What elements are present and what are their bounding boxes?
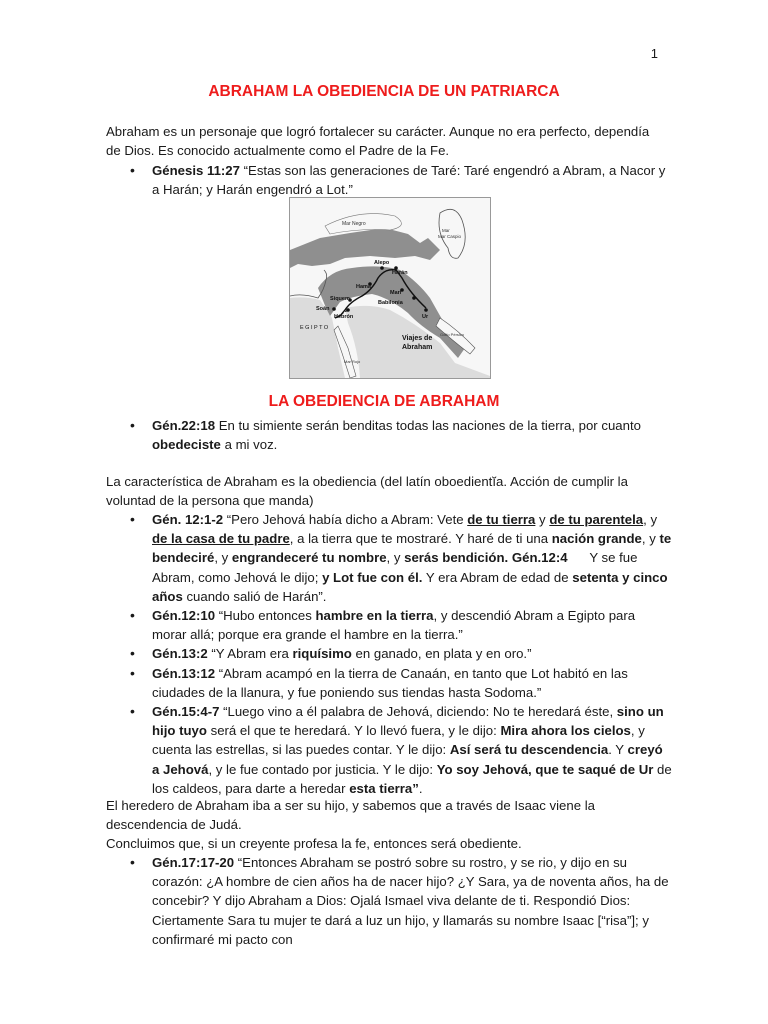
section-subtitle: LA OBEDIENCIA DE ABRAHAM	[268, 393, 500, 410]
verse-emphasis: de la casa de tu padre	[152, 531, 290, 547]
map-label-soan: Soán	[316, 306, 330, 312]
verse-emphasis: te bendeciré	[152, 531, 672, 566]
verse-text: “Luego vino a él palabra de Jehová, diciendo: No te heredará éste,	[219, 704, 617, 720]
verse-emphasis: setenta y cinco años	[152, 569, 668, 604]
verse-emphasis: de tu parentela	[549, 512, 644, 527]
verse-reference: Gén.13:12	[152, 665, 216, 681]
verse-reference: Gén.12:10	[152, 608, 216, 624]
city-dot-babilonia	[412, 296, 416, 300]
map-label-mar-caspio-1: Mar	[442, 228, 450, 233]
verse-emphasis: nación grande	[551, 531, 642, 547]
verse-text: “Hubo entonces	[215, 608, 316, 624]
map-label-mar-rojo: Mar Rojo	[344, 359, 361, 364]
city-dot-alepo	[380, 266, 384, 270]
conclusion-paragraph: Concluimos que, si un creyente profesa la fe, entonces será obediente.	[106, 836, 522, 851]
map-label-mar-negro: Mar Negro	[342, 221, 366, 227]
verse-text: “Entonces Abraham se postró sobre su rostro, y se rio, y dijo en su corazón: ¿A hombre de cien años ha de nacer hijo? ¿Y Sara, ya de noventa años, ha de concebir? Y dijo Abraham a Dios: Ojalá Ismael viva delante de ti. Respondió Dios: Ciertamente Sara tu mujer te dará a luz un hijo, y llamarás su nombre Isaac [“risa”]; y confirmaré mi pacto con	[152, 855, 669, 947]
city-dot-ur	[424, 308, 428, 312]
map-label-babilonia: Babilonia	[378, 300, 403, 306]
verse-emphasis: sino un hijo tuyo	[152, 704, 664, 739]
verse-text: En tu simiente serán benditas todas las naciones de la tierra, por cuanto	[215, 418, 641, 433]
verse-reference: Gén. 12:1-2	[152, 512, 224, 527]
verse-text: a mi voz.	[220, 437, 278, 453]
city-dot-soan	[332, 307, 336, 311]
verse-text: “Estas son las generaciones de Taré: Taré engendró a Abram, a Nacor y a Harán; y Harán engendró a Lot.”	[152, 163, 666, 198]
land-anatolia	[290, 228, 440, 268]
verse-text: . Y	[608, 742, 628, 758]
verse-text: , y	[386, 550, 405, 566]
verse-text: de los caldeos, para darte a heredar	[152, 761, 672, 796]
map-label-golfo-persico: Golfo Pérsico	[440, 332, 465, 337]
verse-reference: Gén.22:18	[152, 418, 216, 433]
map-label-viajes-2: Abraham	[402, 344, 433, 351]
bullet-list-genealogy	[106, 161, 672, 199]
verse-emphasis: engrandeceré tu nombre	[231, 550, 387, 566]
verse-text: “Y Abram era	[207, 646, 293, 662]
list-item	[106, 702, 672, 798]
document-title: ABRAHAM LA OBEDIENCIA DE UN PATRIARCA	[208, 83, 560, 100]
map-abraham-journeys	[289, 197, 491, 379]
verse-emphasis: hambre en la tierra	[315, 608, 434, 624]
page-number: 1	[650, 46, 658, 61]
map-graphic	[290, 198, 490, 378]
map-label-hebron: Hebrón	[334, 314, 354, 320]
verse-text: , y cuenta las estrellas, si las puedes contar. Y le dijo:	[152, 723, 645, 758]
verse-emphasis: Así será tu descendencia	[449, 742, 609, 758]
map-label-mari: Mari	[390, 290, 402, 296]
bullet-list-obedience	[106, 416, 672, 454]
verse-text: será el que te heredará. Y lo llevó fuera, y le dijo:	[206, 723, 501, 739]
city-dot-hebron	[346, 308, 350, 312]
verse-text: , y le fue contado por justicia. Y le dijo:	[208, 761, 437, 777]
verse-reference: Gén.17:17-20	[152, 855, 235, 870]
verse-reference: Gén.15:4-7	[152, 704, 220, 720]
verse-text: “Abram acampó en la tierra de Canaán, en tanto que Lot habitó en las ciudades de la llanura, y fue poniendo sus tiendas hasta Sodoma.”	[152, 665, 628, 700]
list-item	[106, 161, 672, 199]
verse-emphasis: serás bendición. Gén.12:4	[404, 550, 568, 566]
verse-text: en ganado, en plata y en oro.”	[351, 646, 532, 662]
list-item	[106, 853, 672, 949]
verse-text: , a la tierra que te mostraré. Y haré de ti una	[289, 531, 552, 547]
verse-reference: Gén.13:2	[152, 646, 208, 662]
map-label-hama: Hama	[356, 284, 371, 290]
list-item	[106, 510, 672, 606]
bullet-list-isaac	[106, 853, 672, 949]
verse-text: , y descendió Abram a Egipto para morar allá; porque era grande el hambre en la tierra.”	[152, 608, 636, 643]
verse-emphasis: de tu tierra	[467, 512, 536, 527]
verse-text: Y era Abram de edad de	[422, 569, 573, 585]
verse-reference: Génesis 11:27	[152, 163, 240, 178]
list-item	[106, 644, 672, 663]
verse-emphasis: Yo soy Jehová, que te saqué de Ur	[436, 761, 654, 777]
verse-text: y	[535, 512, 550, 527]
map-label-ur: Ur	[422, 314, 429, 320]
verse-emphasis: riquísimo	[292, 646, 352, 662]
bullet-list-verses	[106, 510, 672, 798]
list-item	[106, 664, 672, 702]
verse-text: .	[418, 780, 423, 796]
heir-paragraph: El heredero de Abraham iba a ser su hijo, y sabemos que a través de Isaac viene la descendencia de Judá.	[106, 798, 595, 833]
obedience-definition: La característica de Abraham es la obediencia (del latín oboedientĭa. Acción de cumplir la voluntad de la persona que manda)	[106, 474, 628, 509]
verse-text: “Pero Jehová había dicho a Abram: Vete	[223, 512, 468, 527]
intro-paragraph: Abraham es un personaje que logró fortalecer su carácter. Aunque no era perfecto, dependía de Dios. Es conocido actualmente como el Padre de la Fe.	[106, 124, 650, 159]
verse-emphasis: esta tierra”	[349, 780, 419, 796]
verse-text: Y se fue Abram, como Jehová le dijo;	[152, 550, 641, 585]
verse-text: , y	[214, 550, 232, 566]
verse-emphasis: y Lot fue con él.	[322, 569, 423, 585]
list-item	[106, 606, 672, 644]
map-label-mar-caspio: Mar Caspio	[438, 234, 462, 239]
map-label-egipto: EGIPTO	[300, 325, 330, 331]
map-label-siquem: Siquem	[330, 296, 350, 302]
map-label-viajes-1: Viajes de	[402, 335, 433, 342]
verse-text: cuando salió de Harán”.	[182, 588, 327, 604]
verse-emphasis: obedeciste	[152, 437, 221, 453]
map-label-haran: Harán	[392, 270, 408, 276]
verse-emphasis: creyó a Jehová	[152, 742, 663, 777]
verse-text: , y	[641, 531, 660, 547]
list-item	[106, 416, 672, 454]
map-label-alepo: Alepo	[374, 260, 390, 266]
verse-text: , y	[643, 512, 658, 527]
verse-emphasis: Mira ahora los cielos	[500, 723, 631, 739]
